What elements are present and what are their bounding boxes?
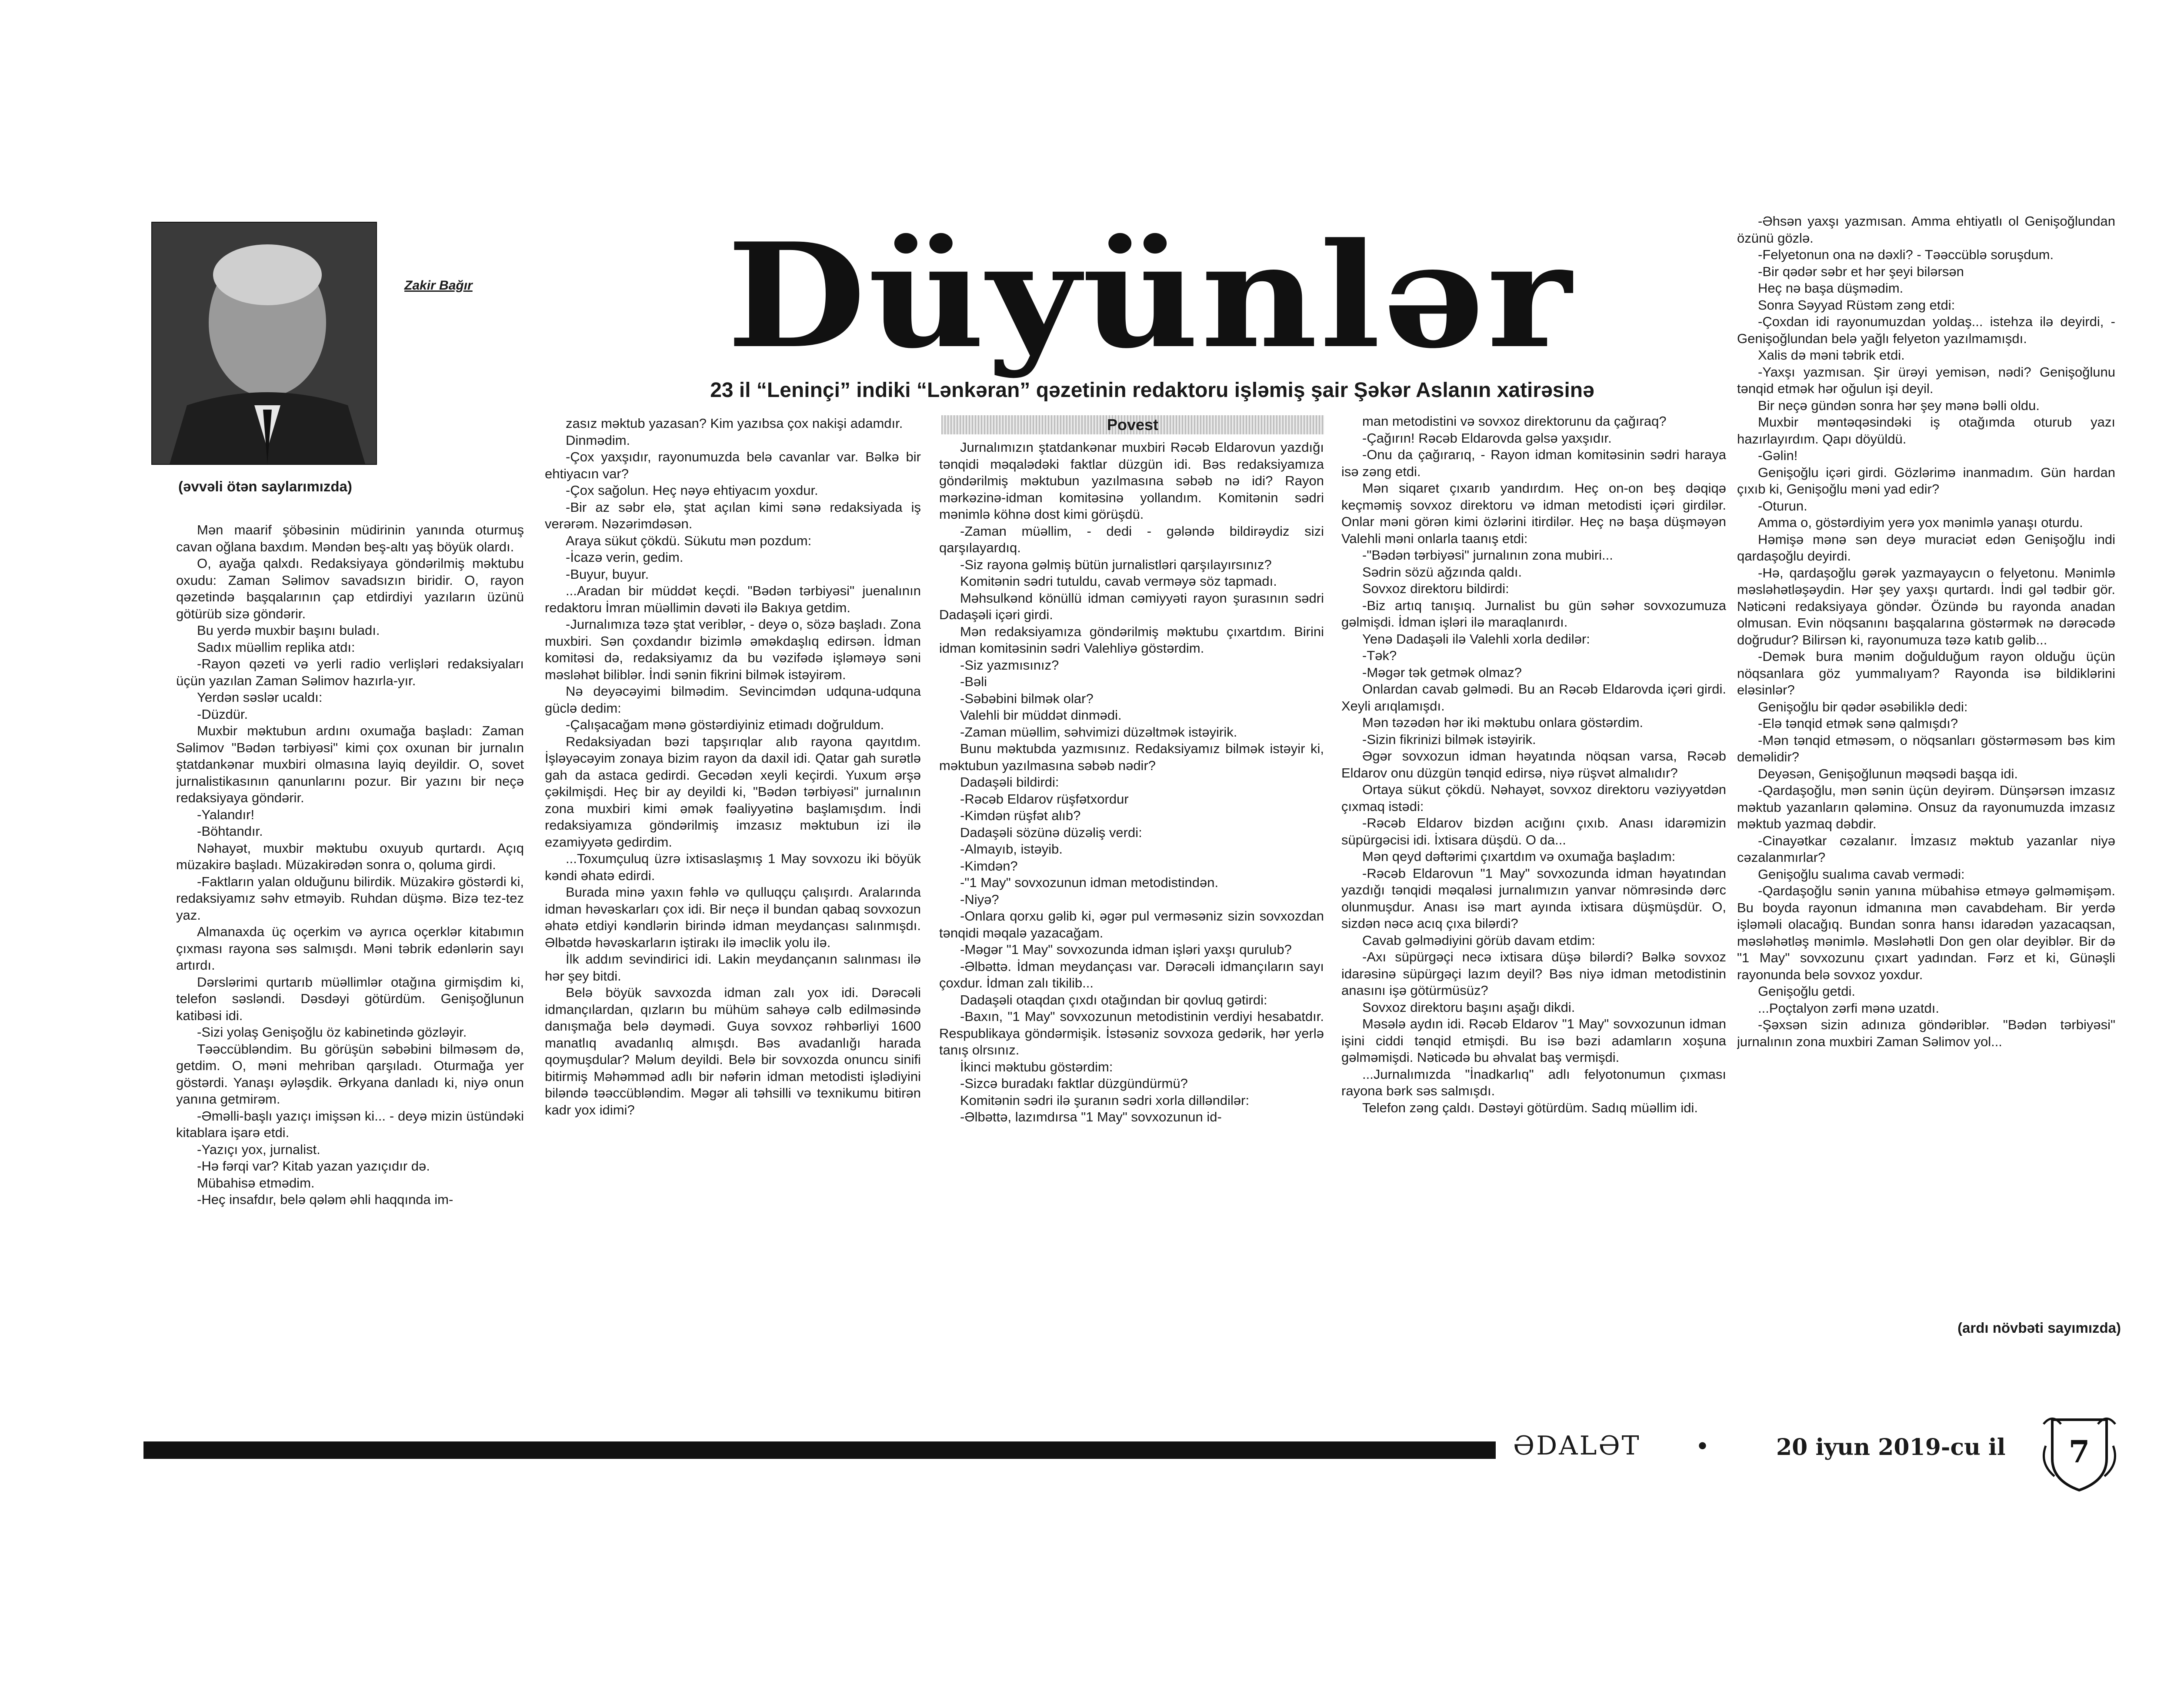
paragraph: Burada minə yaxın fəhlə və qulluqçu çalışırdı. Aralarında idman həvəskarları çox idi. Bir neçə il bundan qabaq sovxozun əhatə etdiyi kəndlərin birində idman meydançası salınmışdı. Əlbətdə həvəskarların iştirakı ilə iməclik yolu ilə. [545, 884, 921, 950]
paragraph: -Səbəbini bilmək olar? [960, 691, 1094, 706]
paragraph: -Kimdən rüşfət alıb? [960, 808, 1081, 823]
paragraph: Sədrin sözü ağzında qaldı. [1362, 564, 1522, 580]
paragraph: İkinci məktubu göstərdim: [960, 1059, 1113, 1074]
footer-rule [143, 1441, 1496, 1459]
paragraph: -Çoxdan idi rayonumuzdan yoldaş... istehza ilə deyirdi, - Genişoğlundan belə yağlı felyeton yazılmamışdı. [1737, 314, 2115, 346]
paragraph: -Düzdür. [197, 706, 248, 722]
paragraph: Sovxoz direktoru bildirdi: [1362, 581, 1509, 596]
paragraph: ...Aradan bir müddət keçdi. "Bədən tərbiyəsi" juenalının redaktoru İmran müəllimin dəvəti ilə Bakıya getdim. [545, 583, 921, 615]
paragraph: Muxbir məktubun ardını oxumağa başladı: Zaman Səlimov "Bədən tərbiyəsi" kimi çox oxunan bir jurnalın ştatdankənar muxbiri olmasına layiq deyildir. O, sovet jurnalistikasının qanunlarını pozur. Bir yazını bir neçə redaksiyaya göndərir. [176, 723, 524, 805]
paragraph: -Çalışacağam mənə göstərdiyiniz etimadı doğruldum. [566, 717, 884, 732]
paragraph: -"Bədən tərbiyəsi" jurnalının zona mubiri... [1362, 547, 1613, 563]
paragraph: Komitənin sədri ilə şuranın sədri xorla dilləndilər: [960, 1092, 1250, 1108]
paragraph: -Siz yazmısınız? [960, 657, 1059, 673]
paragraph: -Məgər tək getmək olmaz? [1362, 664, 1522, 680]
issue-date: 20 iyun 2019-cu il [1776, 1434, 2006, 1461]
paragraph: -Qardaşoğlu, mən sənin üçün deyirəm. Dünşərsən imzasız məktub yazanların qələminə. Onsuz da rayonumuzda imzasız məktub yazmaq dəbdir. [1737, 783, 2115, 831]
paragraph: -Almayıb, istəyib. [960, 841, 1063, 857]
paragraph: -Onlara qorxu gəlib ki, əgər pul verməsəniz sizin sovxozdan tənqidi məqalə yazacağam. [939, 908, 1324, 941]
paragraph: -Oturun. [1758, 498, 1807, 514]
paragraph: -Kimdən? [960, 858, 1018, 874]
paragraph: Bu yerdə muxbir başını buladı. [197, 623, 380, 638]
paragraph: Məhsulkənd könüllü idman cəmiyyəti rayon şurasının sədri Dadaşəli içəri girdi. [939, 590, 1324, 622]
paragraph: Onlardan cavab gəlmədi. Bu an Rəcəb Eldarovda içəri girdi. Xeyli arıqlamışdı. [1341, 681, 1726, 714]
paragraph: -Axı süpürgəçi necə ixtisara düşə bilərdi? Bəlkə sovxoz idarəsinə süpürgəçi lazım deyil? Bəs niyə idman metodistinin anasını işə götürmüsüz? [1341, 949, 1726, 998]
paragraph: Nəhayət, muxbir məktubu oxuyub qurtardı. Açıq müzakirə başladı. Müzakirədən sonra o, qoluma girdi. [176, 840, 524, 872]
paragraph: -Yalandır! [197, 807, 255, 822]
paragraph: Ortaya sükut çökdü. Nəhayət, sovxoz direktoru vəziyyətdən çıxmaq istədi: [1341, 782, 1726, 814]
paragraph: Mən təzədən hər iki məktubu onlara göstərdim. [1362, 715, 1644, 730]
paragraph: -Böhtandır. [197, 824, 263, 839]
text-column-1 [176, 522, 524, 1361]
author-portrait-image [152, 223, 376, 464]
newspaper-name: ƏDALƏT [1513, 1431, 1641, 1461]
paragraph: Araya sükut çökdü. Sükutu mən pozdum: [566, 533, 812, 548]
paragraph: -Sizcə buradakı faktlar düzgündürmü? [960, 1076, 1188, 1091]
paragraph: Mən maarif şöbəsinin müdirinin yanında oturmuş cavan oğlana baxdım. Məndən beş-altı yaş böyük olardı. [176, 522, 524, 554]
paragraph: zasız məktub yazasan? Kim yazıbsa çox nakişi adamdır. [566, 416, 903, 431]
paragraph: Valehli bir müddət dinmədi. [960, 707, 1122, 723]
previous-issue-note: (əvvəli ötən saylarımızda) [178, 478, 352, 494]
paragraph: -Baxın, "1 May" sovxozunun metodistinin verdiyi hesabatdır. Respublikaya göndərmişik. İstəsəniz sovxoza gedərik, hər yerlə tanış olrsınız. [939, 1009, 1324, 1057]
paragraph: Nə deyəcəyimi bilmədim. Sevincimdən udquna-udquna güclə dedim: [545, 684, 921, 716]
paragraph: Bunu məktubda yazmısınız. Redaksiyamız bilmək istəyir ki, məktubun yazılmasına səbəb nədir? [939, 741, 1324, 773]
paragraph: Təəccübləndim. Bu görüşün səbəbini bilməsəm də, getdim. O, məni mehriban qarşıladı. Oturmağa yer göstərdi. Yanaşı əyləşdik. Ərkyana danladı ki, niyə onun yanına getmirəm. [176, 1041, 524, 1107]
text-column-5 [1737, 213, 2115, 1309]
paragraph: -Hə fərqi var? Kitab yazan yazıçıdır də. [197, 1158, 430, 1174]
page-number-emblem [2039, 1411, 2120, 1494]
paragraph: Sadıx müəllim replika atdı: [197, 639, 355, 655]
paragraph: Amma o, göstərdiyim yerə yox mənimlə yanaşı oturdu. [1758, 515, 2083, 530]
paragraph: Belə böyük savxozda idman zalı yox idi. Dərəcəli idmançılardan, qızların bu mühüm sahəyə cəlb edilməsində danışmağa belə dəymədi. Guya sovxoz rəhbərliyi 1600 manatlıq avadanlıq almışdı. Bəs avadanlığı harada qoymuşdular? Məlum deyildi. Belə bir sovxozda onuncu sinifi bitirmiş Məhəmməd adlı bir nəfərin idman metodisti işlədiyini biləndə təəccübləndim. Məgər ali təhsilli və texnikumu bitirən kadr yox idimi? [545, 985, 921, 1118]
paragraph: Genişoğlu sualıma cavab vermədi: [1758, 866, 1965, 882]
paragraph: Telefon zəng çaldı. Dəstəyi götürdüm. Sadıq müəllim idi. [1362, 1100, 1698, 1115]
paragraph: -Gəlin! [1758, 448, 1798, 463]
paragraph: -Qardaşoğlu sənin yanına mübahisə etməyə gəlməmişəm. Bu boyda rayonun idmanına mən cavabdeham. Bir yerdə işləməli olacağıq. Bundan sonra hansı idarədən yazacaqsan, məsləhətləş mənimlə. Məsləhətli Don gen olar deyiblər. Bir də "1 May" sovxozunu çıxart yadından. Fərz et ki, Günəşli rayonunda belə sovxoz yoxdur. [1737, 883, 2115, 982]
paragraph: -Əhsən yaxşı yazmısan. Amma ehtiyatlı ol Genişoğlundan özünü gözlə. [1737, 214, 2115, 246]
paragraph: -Jurnalımıza təzə ştat veriblər, - deyə o, sözə başladı. Zona muxbiri. Sən çoxdandır bizimlə əməkdaşlıq edirsən. İdman komitəsi də, redaksiyamız da bu vəzifədə işləməyə səni məsləhət biliblər. İndi sənin fikrini bilmək istəyirəm. [545, 617, 921, 682]
page-number: 7 [2068, 1434, 2090, 1470]
paragraph: Cavab gəlmədiyini görüb davam etdim: [1362, 932, 1595, 948]
paragraph: Sonra Səyyad Rüstəm zəng etdi: [1758, 297, 1955, 313]
paragraph: Yerdən səslər ucaldı: [197, 690, 323, 705]
paragraph: -Felyetonun ona nə dəxli? - Təəccüblə soruşdum. [1758, 247, 2054, 262]
paragraph: -Bir az səbr elə, ştat açılan kimi sənə redaksiyada iş verərəm. Nəzərimdəsən. [545, 499, 921, 531]
text-column-2 [545, 415, 921, 1363]
paragraph: -Buyur, buyur. [566, 566, 649, 582]
paragraph: Dadaşəli otaqdan çıxdı otağından bir qovluq gətirdi: [960, 992, 1267, 1007]
paragraph: -Məgər "1 May" sovxozunda idman işləri yaxşı qurulub? [960, 942, 1292, 957]
paragraph: -Niyə? [960, 891, 999, 907]
article-subtitle: 23 il “Leninçi” indiki “Lənkəran” qəzetinin redaktoru işləmiş şair Şəkər Aslanın xatirəsinə [710, 379, 1594, 402]
article-title: Düyünlər [727, 211, 1574, 380]
paragraph: Mübahisə etmədim. [197, 1175, 315, 1191]
paragraph: Əgər sovxozun idman həyatında nöqsan varsa, Rəcəb Eldarov onu düzgün tənqid edirsə, niyə rüşvət almalıdır? [1341, 748, 1726, 781]
author-name: Zakir Bağır [404, 278, 473, 293]
paragraph: Məsələ aydın idi. Rəcəb Eldarov "1 May" sovxozunun idman işini ciddi tənqid etmişdi. Bu isə bəzi adamların xoşuna gəlməmişdi. Nəticədə bu əhvalat baş vermişdi. [1341, 1016, 1726, 1065]
paragraph: İlk addım sevindirici idi. Lakin meydançanın salınması ilə hər şey bitdi. [545, 951, 921, 984]
paragraph: -İcazə verin, gedim. [566, 550, 684, 565]
paragraph: ...Toxumçuluq üzrə ixtisaslaşmış 1 May sovxozu iki böyük kəndi əhatə edirdi. [545, 851, 921, 883]
paragraph: -Siz rayona gəlmiş bütün jurnalistləri qarşılayırsınız? [960, 557, 1272, 572]
paragraph: -Zaman müəllim, səhvimizi düzəltmək istəyirik. [960, 724, 1237, 740]
paragraph: -"1 May" sovxozunun idman metodistindən. [960, 875, 1219, 890]
paragraph: Dadaşəli bildirdi: [960, 774, 1059, 790]
paragraph: Sovxoz direktoru başını aşağı dikdi. [1362, 999, 1575, 1015]
paragraph: Dinmədim. [566, 432, 630, 448]
paragraph: Dadaşəli sözünə düzəliş verdi: [960, 824, 1142, 840]
paragraph: -Zaman müəllim, - dedi - gələndə bildirəydiz sizi qarşılayardıq. [939, 523, 1324, 555]
paragraph: -Rəcəb Eldarov rüşfətxordur [960, 791, 1129, 807]
paragraph: O, ayağa qalxdı. Redaksiyaya göndərilmiş məktubu oxudu: Zaman Səlimov savadsızın biridir. O, rayon qəzetində başqalarının çap etdirdiyi yazıların üzünü götürüb sizə göndərir. [176, 556, 524, 621]
text-column-4 [1341, 413, 1726, 1361]
paragraph: man metodistini və sovxoz direktorunu da çağıraq? [1362, 414, 1667, 429]
paragraph: Heç nə başa düşmədim. [1758, 280, 1904, 296]
paragraph: -Tək? [1362, 648, 1397, 663]
paragraph: -Rəcəb Eldarovun "1 May" sovxozunda idman həyatından yazdığı tənqidi məqaləsi jurnalımızın yanvar nömrəsində dərc olunmuşdur. Anası isə mart ayında ixtisara düşmüşdür. O, sizdən nəcə acıq çıxa bilərdi? [1341, 865, 1726, 931]
paragraph: -Rayon qəzeti və yerli radio verlişləri redaksiyaları üçün yazılan Zaman Səlimov hazırla-yır. [176, 656, 524, 688]
paragraph: Yenə Dadaşəli ilə Valehli xorla dedilər: [1362, 631, 1590, 647]
paragraph: -Çağırın! Rəcəb Eldarovda gəlsə yaxşıdır. [1362, 430, 1612, 446]
paragraph: Bir neçə gündən sonra hər şey mənə bəlli oldu. [1758, 397, 2040, 413]
paragraph: -Əlbəttə. İdman meydançası var. Dərəcəli idmançıların sayı çoxdur. İdman zalı tikilib... [939, 958, 1324, 991]
paragraph: Jurnalımızın ştatdankənar muxbiri Rəcəb Eldarovun yazdığı tənqidi məqalədəki faktlar düzgün idi. Bəs redaksiyamıza göndərilmiş məktubun yazılmasına səbəb nə idi? Rayon mərkəzinə-idman komitəsinə yollandım. Komitənin sədri mənimlə köhnə dost kimi görüşdü. [939, 440, 1324, 522]
author-photo [151, 222, 377, 465]
text-column-3 [939, 439, 1324, 1361]
paragraph: Həmişə mənə sən deyə muraciət edən Genişoğlu indi qardaşoğlu deyirdi. [1737, 531, 2115, 564]
paragraph: ...Jurnalımızda "İnadkarlıq" adlı felyotonumun çıxması rayona bərk səs salmışdı. [1341, 1066, 1726, 1098]
separator-bullet: • [1698, 1431, 1707, 1460]
paragraph: -Yazıçı yox, jurnalist. [197, 1141, 320, 1157]
paragraph: Mən siqaret çıxarıb yandırdım. Heç on-on beş dəqiqə keçməmiş sovxoz direktoru və idman metodisti içəri girdilər. Onlar məni görən kimi özlərini itirdilər. Heç nə başa düşməyən Valehli məni onlarla taanış etdi: [1341, 480, 1726, 546]
paragraph: Mən qeyd dəftərimi çıxartdım və oxumağa başladım: [1362, 849, 1676, 864]
paragraph: -Sizi yolaş Genişoğlu öz kabinetində gözləyir. [197, 1024, 467, 1040]
paragraph: -Çox yaxşıdır, rayonumuzda belə cavanlar var. Bəlkə bir ehtiyacın var? [545, 449, 921, 481]
paragraph: -Elə tənqid etmək sənə qalmışdı? [1758, 716, 1958, 731]
paragraph: Deyəsən, Genişoğlunun məqsədi başqa idi. [1758, 766, 2018, 781]
paragraph: -Cinayətkar cəzalanır. İmzasız məktub yazanlar niyə cəzalanmırlar? [1737, 833, 2115, 865]
genre-label: Povest [941, 415, 1324, 434]
paragraph: Muxbir məntəqəsindəki iş otağımda oturub yazı hazırlayırdım. Qapı döyüldü. [1737, 414, 2115, 447]
paragraph: -Bir qədər səbr et hər şeyi bilərsən [1758, 264, 1964, 279]
paragraph: Genişoğlu bir qədər əsəbiliklə dedi: [1758, 699, 1968, 714]
paragraph: -Mən tənqid etməsəm, o nöqsanları göstərməsəm bəs kim deməlidir? [1737, 732, 2115, 764]
paragraph: Redaksiyadan bəzi tapşırıqlar alıb rayona qayıtdım. İşləyəcəyim zonaya bizim rayon da daxil idi. Qatar gah surətlə gah da astaca gedirdi. Gecədən xeyli keçirdi. Yuxum ərşə çəkilmişdi. Heç bir ay deyildi ki, "Bədən tərbiyəsi" jurnalının zona muxbiri kimi əmək fəaliyyətinə başlamışdım. İndi redaksiyamıza göndərilmiş imzasız məktubun izi ilə ezamiyyətə gedirdim. [545, 734, 921, 850]
paragraph: Almanaxda üç oçerkim və ayrıca oçerklər kitabımın çıxması rayona səs salmışdı. Məni təbrik edənlərin sayı artırdı. [176, 924, 524, 973]
paragraph: -Hə, qardaşoğlu gərək yazmayaycın o felyetonu. Mənimlə məsləhətləşəydin. Hər şey yaxşı qurtardı. İndi gəl tədbir gör. Nəticəni redaksiyaya göndər. Özündə bu rayonda anadan olmusan. Evin nöqsanını başqalarına göstərmək nə dərəcədə doğrudur? Bilirsən ki, rayonumuza təzə katıb gəlib... [1737, 565, 2115, 647]
paragraph: -Rəcəb Eldarov bizdən acığını çıxıb. Anası idarəmizin süpürgəcisi idi. İxtisara düşdü. O da... [1341, 815, 1726, 847]
paragraph: -Yaxşı yazmısan. Şir ürəyi yemisən, nədi? Genişoğlunu tənqid etmək hər oğulun işi deyil. [1737, 364, 2115, 396]
paragraph: -Şəxsən sizin adınıza göndəriblər. "Bədən tərbiyəsi" jurnalının zona muxbiri Zaman Səlimov yol... [1737, 1017, 2115, 1049]
paragraph: Xalis də məni təbrik etdi. [1758, 347, 1905, 363]
paragraph: -Əlbəttə, lazımdırsa "1 May" sovxozunun id- [960, 1109, 1222, 1124]
paragraph: -Heç insafdır, belə qələm əhli haqqında im- [197, 1192, 453, 1207]
paragraph: -Çox sağolun. Heç nəyə ehtiyacım yoxdur. [566, 483, 818, 498]
shield-icon [2039, 1411, 2120, 1494]
paragraph: Genişoğlu getdi. [1758, 984, 1856, 999]
paragraph: -Demək bura mənim doğulduğum rayon olduğu üçün nöqsanlara göz yummalıyam? Rayonda isə bildiklərini eləsinlər? [1737, 649, 2115, 697]
paragraph: Genişoğlu içəri girdi. Gözlərimə inanmadım. Gün hardan çıxıb ki, Genişoğlu məni yad edir? [1737, 464, 2115, 497]
paragraph: -Əməlli-başlı yazıçı imişsən ki... - deyə mizin üstündəki kitablara işarə etdi. [176, 1108, 524, 1140]
paragraph: ...Poçtalyon zərfi mənə uzatdı. [1758, 1000, 1939, 1016]
paragraph: -Faktların yalan olduğunu bilirdik. Müzakirə göstərdi ki, redaksiyamız səhv etməyib. Ruhdan düşmə. Bizə tez-tez yaz. [176, 874, 524, 923]
paragraph: -Biz artıq tanışıq. Jurnalist bu gün səhər sovxozumuza gəlmişdi. İdman işləri ilə maraqlanırdı. [1341, 597, 1726, 630]
paragraph: -Onu da çağırarıq, - Rayon idman komitəsinin sədri haraya isə zəng etdi. [1341, 447, 1726, 479]
paragraph: Komitənin sədri tutuldu, cavab verməyə söz tapmadı. [960, 574, 1277, 589]
paragraph: Mən redaksiyamıza göndərilmiş məktubu çıxartdım. Birini idman komitəsinin sədri Valehliyə göstərdim. [939, 624, 1324, 656]
paragraph: Dərslərimi qurtarıb müəllimlər otağına girmişdim ki, telefon səsləndi. Dəsdəyi götürdüm. Genişoğlunun katibəsi idi. [176, 974, 524, 1023]
paragraph: -Sizin fikrinizi bilmək istəyirik. [1362, 731, 1536, 747]
paragraph: -Bəli [960, 674, 987, 689]
next-issue-note: (ardı növbəti sayımızda) [1957, 1320, 2121, 1336]
